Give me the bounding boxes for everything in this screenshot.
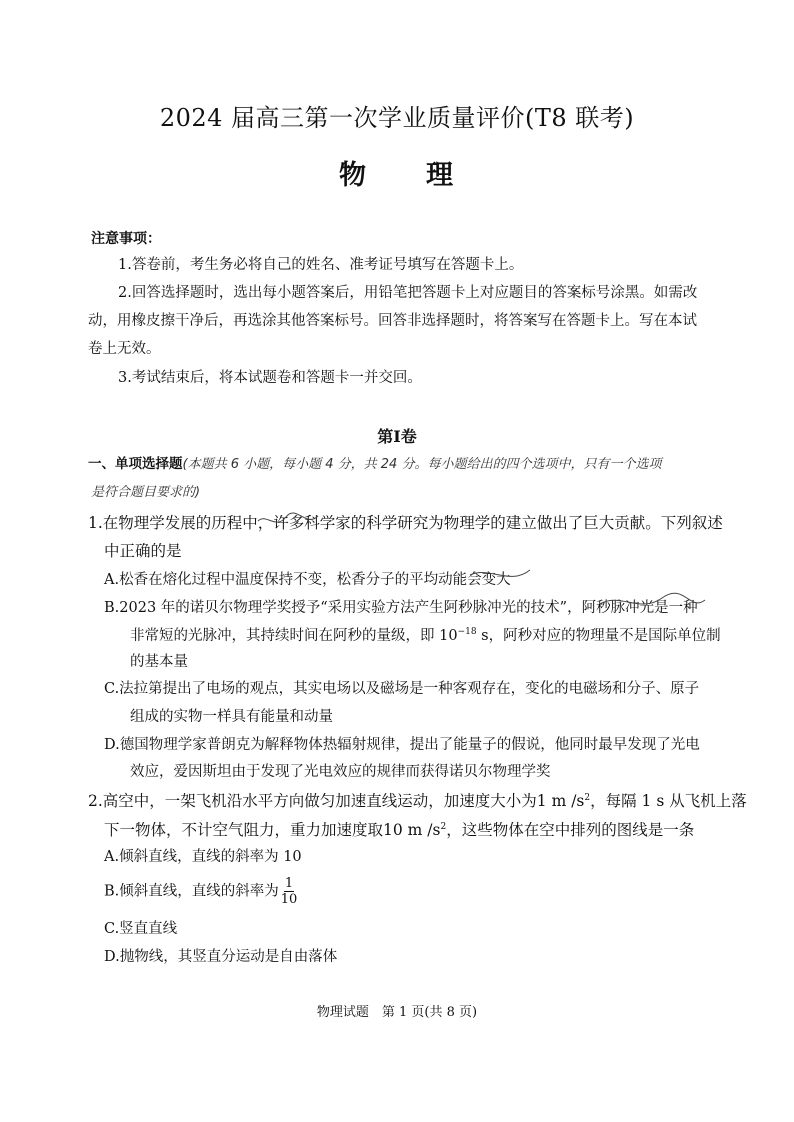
- fraction-numerator: 1: [284, 876, 294, 891]
- notice-item-1: 1.答卷前，考生务必将自己的姓名、准考证号填写在答题卡上。: [118, 257, 524, 273]
- q1-option-b-line-3: 的基本量: [130, 654, 188, 670]
- q1-option-c-line-2: 组成的实物一样具有能量和动量: [130, 709, 333, 725]
- fraction-denominator: 10: [280, 892, 298, 907]
- q2-stem-1-start: 2.高空中，一架飞机沿水平方向做匀加速直线运动，加速度大小为1 m /s: [88, 792, 585, 810]
- q1-b-line-2-start: 非常短的光脉冲，其持续时间在阿秒的量级，即 10: [130, 628, 458, 644]
- notice-item-2-line-1: 2.回答选择题时，选出每小题答案后，用铅笔把答题卡上对应题目的答案标号涂黑。如需改: [118, 285, 698, 301]
- q1-b-exponent: −18: [457, 627, 477, 638]
- page-footer: 物理试题 第 1 页(共 8 页): [316, 1005, 478, 1020]
- q2-option-a: A.倾斜直线，直线的斜率为 10: [104, 849, 302, 865]
- section-rule-text: (本题共 6 小题，每小题 4 分，共 24 分。每小题给出的四个选项中，只有一个选项: [182, 457, 662, 472]
- q1-stem-line-2: 中正确的是: [104, 542, 182, 560]
- notice-heading: 注意事项：: [91, 231, 161, 247]
- section-instructions-line-2: 是符合题目要求的): [91, 485, 201, 500]
- q2-option-c: C.竖直直线: [104, 921, 178, 937]
- q1-option-d-line-2: 效应，爱因斯坦由于发现了光电效应的规律而获得诺贝尔物理学奖: [130, 764, 551, 780]
- section-title: 第Ⅰ卷: [377, 427, 417, 446]
- q2-option-d: D.抛物线，其竖直分运动是自由落体: [104, 949, 338, 965]
- subject-title: 物 理: [339, 160, 455, 191]
- notice-item-2-line-3: 卷上无效。: [88, 341, 161, 357]
- q1-option-c-line-1: C.法拉第提出了电场的观点，其实电场以及磁场是一种客观存在，变化的电磁场和分子、原子: [104, 681, 700, 697]
- q2-stem-2-exponent: 2: [440, 821, 447, 832]
- q1-option-d-line-1: D.德国物理学家普朗克为解释物体热辐射规律，提出了能量子的假说，他同时最早发现了光电: [104, 737, 700, 753]
- scribble-mark-q1-b: [600, 593, 705, 604]
- q2-stem-2-end: ，这些物体在空中排列的图线是一条: [446, 821, 695, 839]
- q1-option-b-line-1: B.2023 年的诺贝尔物理学奖授予“采用实验方法产生阿秒脉冲光的技术”，阿秒脉冲光是一种: [104, 600, 698, 616]
- q1-stem-line-1: 1.在物理学发展的历程中，许多科学家的科学研究为物理学的建立做出了巨大贡献。下列叙述: [88, 514, 723, 532]
- notice-item-3: 3.考试结束后，将本试题卷和答题卡一并交回。: [118, 370, 422, 386]
- q1-option-a: A.松香在熔化过程中温度保持不变，松香分子的平均动能会变大: [104, 572, 511, 588]
- q2-stem-2-start: 下一物体，不计空气阻力，重力加速度取10 m /s: [104, 821, 441, 839]
- q1-b-line-2-end: s，阿秒对应的物理量不是国际单位制: [476, 628, 721, 644]
- notice-item-2-line-2: 动，用橡皮擦干净后，再选涂其他答案标号。回答非选择题时，将答案写在答题卡上。写在本试: [88, 313, 697, 329]
- exam-title: 2024 届高三第一次学业质量评价(T8 联考): [159, 104, 635, 132]
- scribble-mark-q1-stem: [258, 513, 318, 522]
- section-heading: 一、单项选择题: [88, 456, 183, 472]
- q2-option-b-text: B.倾斜直线，直线的斜率为: [104, 883, 279, 900]
- q2-stem-1-exponent: 2: [584, 792, 591, 803]
- scribble-mark-q1-a: [470, 570, 530, 576]
- q2-stem-1-end: ，每隔 1 s 从飞机上落: [590, 792, 747, 810]
